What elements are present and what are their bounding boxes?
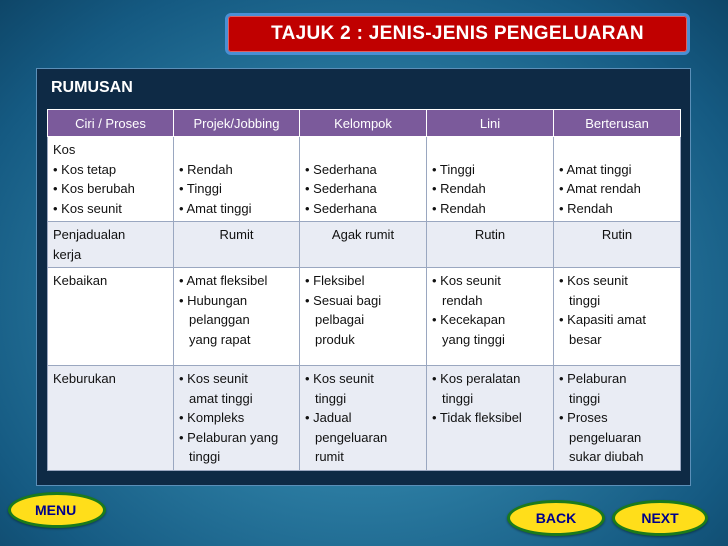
table-cell: Rumit <box>174 222 300 268</box>
column-header: Projek/Jobbing <box>174 110 300 137</box>
table-cell: Rutin <box>554 222 681 268</box>
table-cell: • Fleksibel • Sesuai bagi pelbagai produk <box>300 268 427 366</box>
table-cell: • Kos seunit tinggi • Kapasiti amat besar <box>554 268 681 366</box>
summary-panel <box>36 68 691 486</box>
next-button[interactable]: NEXT <box>612 500 708 536</box>
table-cell: • Pelaburan tinggi • Proses pengeluaran sukar diubah <box>554 366 681 471</box>
table-cell: Rutin <box>427 222 554 268</box>
table-row <box>48 222 681 268</box>
column-header: Ciri / Proses <box>48 110 174 137</box>
table-cell: Agak rumit <box>300 222 427 268</box>
table-cell: • Kos seunit rendah • Kecekapan yang tinggi <box>427 268 554 366</box>
table-header-row <box>48 110 681 137</box>
table-cell: • Kos peralatan tinggi • Tidak fleksibel <box>427 366 554 471</box>
column-header: Kelompok <box>300 110 427 137</box>
row-label: Penjadualan kerja <box>48 222 174 268</box>
table-cell: • Kos seunit amat tinggi • Kompleks • Pelaburan yang tinggi <box>174 366 300 471</box>
menu-button[interactable]: MENU <box>8 492 106 528</box>
table-row <box>48 137 681 222</box>
back-button[interactable]: BACK <box>507 500 605 536</box>
row-label: Kebaikan <box>48 268 174 366</box>
row-label: Kos • Kos tetap • Kos berubah • Kos seunit <box>48 137 174 222</box>
table-cell: • Amat tinggi • Amat rendah • Rendah <box>554 137 681 222</box>
column-header: Lini <box>427 110 554 137</box>
table-cell: • Sederhana • Sederhana • Sederhana <box>300 137 427 222</box>
table-cell: • Rendah • Tinggi • Amat tinggi <box>174 137 300 222</box>
table-row <box>48 366 681 471</box>
page-title: TAJUK 2 : JENIS-JENIS PENGELUARAN <box>225 13 690 55</box>
column-header: Berterusan <box>554 110 681 137</box>
table-cell: • Amat fleksibel • Hubungan pelanggan yang rapat <box>174 268 300 366</box>
table-row <box>48 268 681 366</box>
table-cell: • Tinggi • Rendah • Rendah <box>427 137 554 222</box>
comparison-table <box>47 109 681 471</box>
row-label: Keburukan <box>48 366 174 471</box>
table-cell: • Kos seunit tinggi • Jadual pengeluaran rumit <box>300 366 427 471</box>
panel-title: RUMUSAN <box>51 79 133 96</box>
